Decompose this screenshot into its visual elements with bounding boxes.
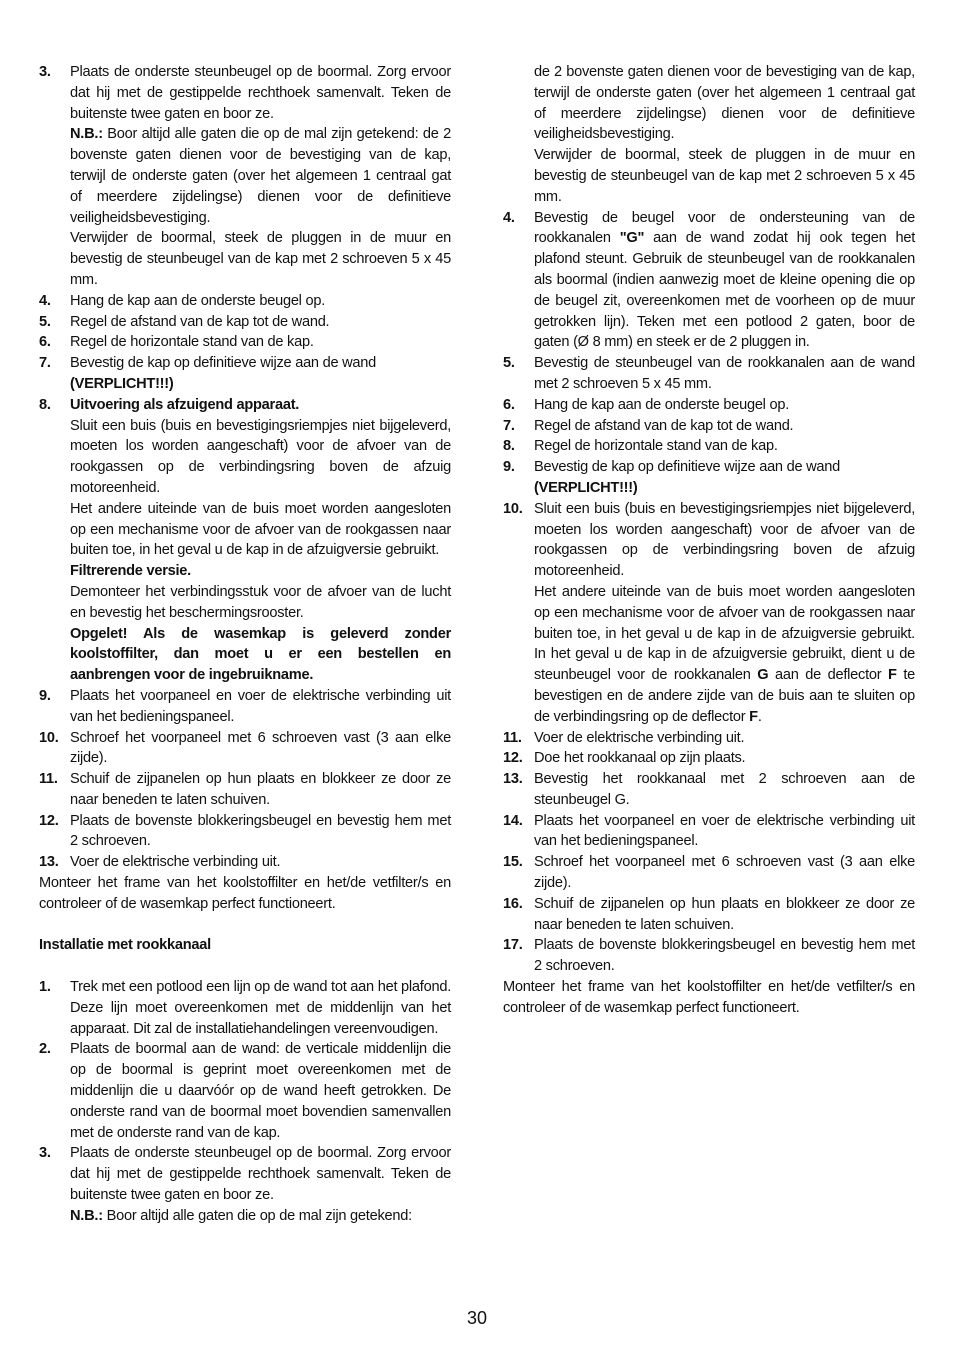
step-number: 9. [39, 687, 51, 704]
step-text [534, 208, 915, 354]
step-number: 9. [503, 459, 515, 476]
step-text: Trek met een potlood een lijn op de wand tot aan het plafond. Deze lijn moet overeenkomen met de middenlijn van het apparaat. Dit zal de installatiehandelingen vereenvoudigen. [70, 979, 451, 1037]
step-5 [39, 312, 451, 333]
step-10 [39, 728, 451, 770]
step-number: 3. [39, 1145, 51, 1162]
step-7 [39, 353, 451, 395]
chimney-step-16 [503, 894, 915, 936]
step-number: 8. [39, 396, 51, 413]
warning-text: Opgelet! Als de wasemkap is geleverd zonder koolstoffilter, dan moet u er een bestellen en aanbrengen voor de ingebruikname. [70, 625, 451, 684]
chimney-step-5 [503, 353, 915, 395]
step-number: 11. [39, 771, 58, 788]
step-number: 4. [503, 209, 515, 226]
step-text: Bevestig de kap op definitieve wijze aan de wand [70, 355, 377, 372]
step-text: Plaats de bovenste blokkeringsbeugel en bevestig hem met 2 schroeven. [70, 812, 451, 850]
step-number: 7. [503, 417, 515, 434]
step-6 [39, 332, 451, 353]
step-9 [39, 686, 451, 728]
step-text: Demonteer het verbindingsstuk voor de afvoer van de lucht en bevestig het beschermingsrooster. [70, 583, 451, 621]
mandatory-label: (VERPLICHT!!!) [534, 479, 638, 496]
step-number: 6. [503, 396, 515, 413]
text-segment: aan de wand zodat hij ook tegen het plafond steunt. Gebruik de steunbeugel van de rookkanalen als boormal (indien aanwezig moet de kleine opening die op de beugel zit, overeenkomen met de voorheen op de muur getrokken lijn). Teken met een potlood 2 gaten, boor de gaten (Ø 8 mm) en steek er de 2 pluggen in. [534, 230, 915, 351]
text-segment: . [757, 708, 762, 725]
step-text: Bevestig de kap op definitieve wijze aan de wand [534, 459, 841, 476]
step-number: 16. [503, 895, 523, 912]
section-heading: Installatie met rookkanaal [39, 937, 211, 954]
step-text: Plaats de bovenste blokkeringsbeugel en bevestig hem met 2 schroeven. [534, 937, 915, 975]
step-number: 4. [39, 292, 51, 309]
chimney-step-3-continued [503, 62, 915, 208]
step-13 [39, 852, 451, 873]
part-label-f: F [888, 667, 897, 684]
step-number: 15. [503, 854, 523, 871]
step-title: Uitvoering als afzuigend apparaat. [70, 396, 300, 413]
step-number: 13. [39, 854, 59, 871]
chimney-step-17 [503, 935, 915, 977]
chimney-step-13 [503, 769, 915, 811]
step-number: 1. [39, 979, 51, 996]
step-number: 17. [503, 937, 523, 954]
step-text: Bevestig de steunbeugel van de rookkanalen aan de wand met 2 schroeven 5 x 45 mm. [534, 355, 915, 392]
step-number: 11. [503, 729, 522, 746]
step-text [534, 582, 915, 728]
step-number: 5. [503, 355, 515, 372]
text-segment: Bevestig de beugel voor de ondersteuning van de rookkanalen [534, 209, 915, 247]
step-number: 3. [39, 64, 51, 80]
text-segment: Het andere uiteinde van de buis moet worden aangesloten op een mechanisme voor de afvoer van de rookgassen naar buiten toe, in het geval u de kap in de afzuigversie gebruikt. In het geval u de kap in de afzuigversie gebruikt, dient u de steunbeugel voor de rookkanalen [534, 583, 915, 684]
chimney-step-8 [503, 436, 915, 457]
step-number: 7. [39, 355, 51, 372]
step-text: Schroef het voorpaneel met 6 schroeven vast (3 aan elke zijde). [534, 854, 915, 892]
chimney-step-11 [503, 728, 915, 749]
step-number: 10. [503, 500, 523, 517]
mandatory-label: (VERPLICHT!!!) [70, 375, 174, 392]
step-text: Verwijder de boormal, steek de pluggen in de muur en bevestig de steunbeugel van de kap met 2 schroeven 5 x 45 mm. [70, 230, 451, 288]
step-number: 12. [503, 750, 523, 767]
chimney-step-6 [503, 395, 915, 416]
note-label: N.B.: [70, 126, 103, 143]
part-label-g: G [757, 667, 769, 684]
left-column [39, 62, 451, 1227]
text-segment: aan de deflector [768, 667, 888, 684]
note-text: Boor altijd alle gaten die op de mal zijn getekend: [102, 1207, 412, 1224]
step-text: Hang de kap aan de onderste beugel op. [70, 292, 326, 309]
chimney-step-14 [503, 811, 915, 853]
part-label-g: "G" [619, 230, 645, 247]
step-8 [39, 395, 451, 686]
step-number: 14. [503, 812, 523, 829]
closing-paragraph: Monteer het frame van het koolstoffilter en het/de vetfilter/s en controleer of de wasemkap perfect functioneert. [39, 875, 451, 912]
step-number: 13. [503, 771, 523, 788]
step-text: de 2 bovenste gaten dienen voor de bevestiging van de kap, terwijl de onderste gaten (over het algemeen 1 centraal gat of meerdere zijdelingse) dienen voor de definitieve veiligheidsbevestiging. [534, 64, 915, 143]
step-text: Sluit een buis (buis en bevestigingsriempjes niet bijgeleverd, moeten los worden aangeschaft) voor de afvoer van de rookgassen op de verbindingsring boven de afzuig motoreenheid. [70, 417, 451, 496]
step-text: Verwijder de boormal, steek de pluggen in de muur en bevestig de steunbeugel van de kap met 2 schroeven 5 x 45 mm. [534, 147, 915, 205]
step-3 [39, 62, 451, 291]
step-text: Regel de afstand van de kap tot de wand. [534, 417, 794, 434]
step-number: 6. [39, 334, 51, 351]
step-text: Doe het rookkanaal op zijn plaats. [534, 750, 746, 767]
chimney-step-2 [39, 1039, 451, 1143]
step-text: Plaats de onderste steunbeugel op de boormal. Zorg ervoor dat hij met de gestippelde rechthoek samenvalt. Teken de buitenste twee gaten en boor ze. [70, 1145, 451, 1204]
chimney-step-4 [503, 208, 915, 354]
step-text: Regel de afstand van de kap tot de wand. [70, 313, 330, 330]
note-paragraph [70, 124, 451, 228]
chimney-step-12 [503, 748, 915, 769]
page-number: 30 [466, 1308, 488, 1328]
step-text: Schuif de zijpanelen op hun plaats en blokkeer ze door ze naar beneden te laten schuiven. [70, 771, 451, 808]
chimney-step-15 [503, 852, 915, 894]
step-text: Schuif de zijpanelen op hun plaats en blokkeer ze door ze naar beneden te laten schuiven. [534, 895, 915, 933]
step-text: Hang de kap aan de onderste beugel op. [534, 396, 790, 413]
step-number: 8. [503, 438, 515, 455]
closing-paragraph: Monteer het frame van het koolstoffilter en het/de vetfilter/s en controleer of de wasemkap perfect functioneert. [503, 979, 915, 1016]
step-text: Sluit een buis (buis en bevestigingsriempjes niet bijgeleverd, moeten los worden aangeschaft) voor de afvoer van de rookgassen op de verbindingsring boven de afzuig motoreenheid. [534, 500, 915, 580]
step-text: Voer de elektrische verbinding uit. [534, 729, 745, 746]
step-text: Plaats het voorpaneel en voer de elektrische verbinding uit van het bedieningspaneel. [70, 687, 451, 725]
subsection-title: Filtrerende versie. [70, 563, 191, 580]
step-number: 5. [39, 313, 51, 330]
text-segment: te bevestigen en de andere zijde van de buis aan te sluiten op de verbindingsring op de deflector [534, 667, 915, 725]
chimney-step-1 [39, 977, 451, 1039]
step-text: Plaats de boormal aan de wand: de verticale middenlijn die op de boormal is geprint moet overeenkomen met de middenlijn die u daarvóór op de wand heeft getrokken. De onderste rand van de boormal moet bovendien samenvallen met de onderste rand van de kap. [70, 1041, 451, 1141]
note-text: Boor altijd alle gaten die op de mal zijn getekend: de 2 bovenste gaten dienen voor de bevestiging van de kap, terwijl de onderste gaten (over het algemeen 1 centraal gat of meerdere zijdelingse) dienen voor de definitieve veiligheidsbevestiging. [70, 126, 451, 226]
step-number: 12. [39, 812, 59, 829]
right-column [503, 62, 915, 1019]
step-text: Plaats het voorpaneel en voer de elektrische verbinding uit van het bedieningspaneel. [534, 812, 915, 850]
step-number: 10. [39, 729, 59, 746]
step-text: Het andere uiteinde van de buis moet worden aangesloten op een mechanisme voor de afvoer van de rookgassen naar buiten toe, in het geval u de kap in de afzuigversie gebruikt. [70, 500, 451, 559]
step-text: Bevestig het rookkanaal met 2 schroeven aan de steunbeugel G. [534, 771, 915, 808]
step-text: Schroef het voorpaneel met 6 schroeven vast (3 aan elke zijde). [70, 729, 451, 767]
step-12 [39, 811, 451, 853]
note-label: N.B.: [70, 1207, 103, 1224]
step-number: 2. [39, 1041, 51, 1058]
step-text: Regel de horizontale stand van de kap. [70, 334, 314, 351]
chimney-step-3 [39, 1143, 451, 1226]
chimney-step-9 [503, 457, 915, 499]
step-4 [39, 291, 451, 312]
part-label-f: F [749, 708, 758, 725]
chimney-step-7 [503, 416, 915, 437]
chimney-step-10 [503, 499, 915, 728]
step-text: Regel de horizontale stand van de kap. [534, 438, 778, 455]
step-11 [39, 769, 451, 811]
step-text: Voer de elektrische verbinding uit. [70, 854, 281, 871]
step-text: Plaats de onderste steunbeugel op de boormal. Zorg ervoor dat hij met de gestippelde rechthoek samenvalt. Teken de buitenste twee gaten en boor ze. [70, 64, 451, 122]
note-paragraph [70, 1206, 451, 1227]
